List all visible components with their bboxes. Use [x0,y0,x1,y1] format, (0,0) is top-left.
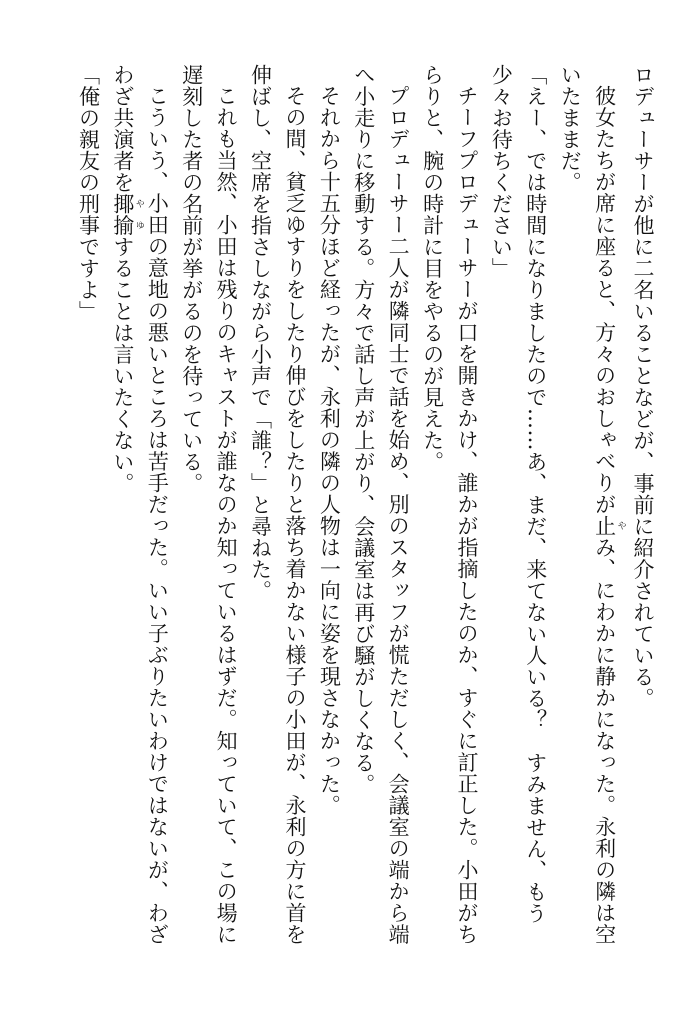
paragraph-3: 「えー、では時間になりましたので……あ、まだ、来てない人いる？ すみません、もう少々お待ちください」 [489,64,548,924]
paragraph-10: 「俺の親友の刑事ですよ」 [76,64,101,322]
paragraph-2 [553,64,626,964]
paragraph-1: ロデューサーが他に二名いることなどが、事前に紹介されている。 [631,64,655,709]
paragraph-5: プロデューサー二人が隣同士で話を始め、別のスタッフが慌ただしく、会議室の端から端へ小走りに移動する。方々で話し声が上がり、会議室は再び騒がしくなる。 [351,64,411,945]
ruby-yayu [110,193,144,236]
ruby-yamu [592,515,626,537]
ruby-reading: や [615,515,626,537]
ruby-base: 止 [592,515,617,537]
paragraph-8: これも当然、小田は残りのキャストが誰なのか知っているはずだ。知っていて、この場に遅刻した者の名前が挙がるのを待っている。 [179,64,239,945]
paragraph-9-part-a: こういう、小田の意地の悪いところは苦手だった。いい子ぶりたいわけではないが、わざわざ共演者を [110,64,170,945]
paragraph-6: それから十五分ほど経ったが、永利の隣の人物は一向に姿を現さなかった。 [317,85,342,816]
paragraph-9 [106,64,175,964]
ruby-reading: やゆ [133,193,144,236]
vertical-text-body [71,64,660,964]
paragraph-7: その間、貧乏ゆすりをしたり伸びをしたりと落ち着かない様子の小田が、永利の方に首を伸ばし、空席を指さしながら小声で「誰？」と尋ねた。 [248,64,307,945]
paragraph-2-part-a: 彼女たちが席に座ると、方々のおしゃべりが [592,85,617,515]
paragraph-9-part-b: することは言いたくない。 [110,236,135,494]
paragraph-2-part-b: み、にわかに静かになった。永利の隣は空いたままだ。 [558,64,617,945]
paragraph-4: チーフプロデューサーが口を開きかけ、誰かが指摘したのか、すぐに訂正した。小田がちらりと、腕の時計に目をやるのが見えた。 [420,64,479,945]
ruby-base: 揶揄 [110,193,135,236]
